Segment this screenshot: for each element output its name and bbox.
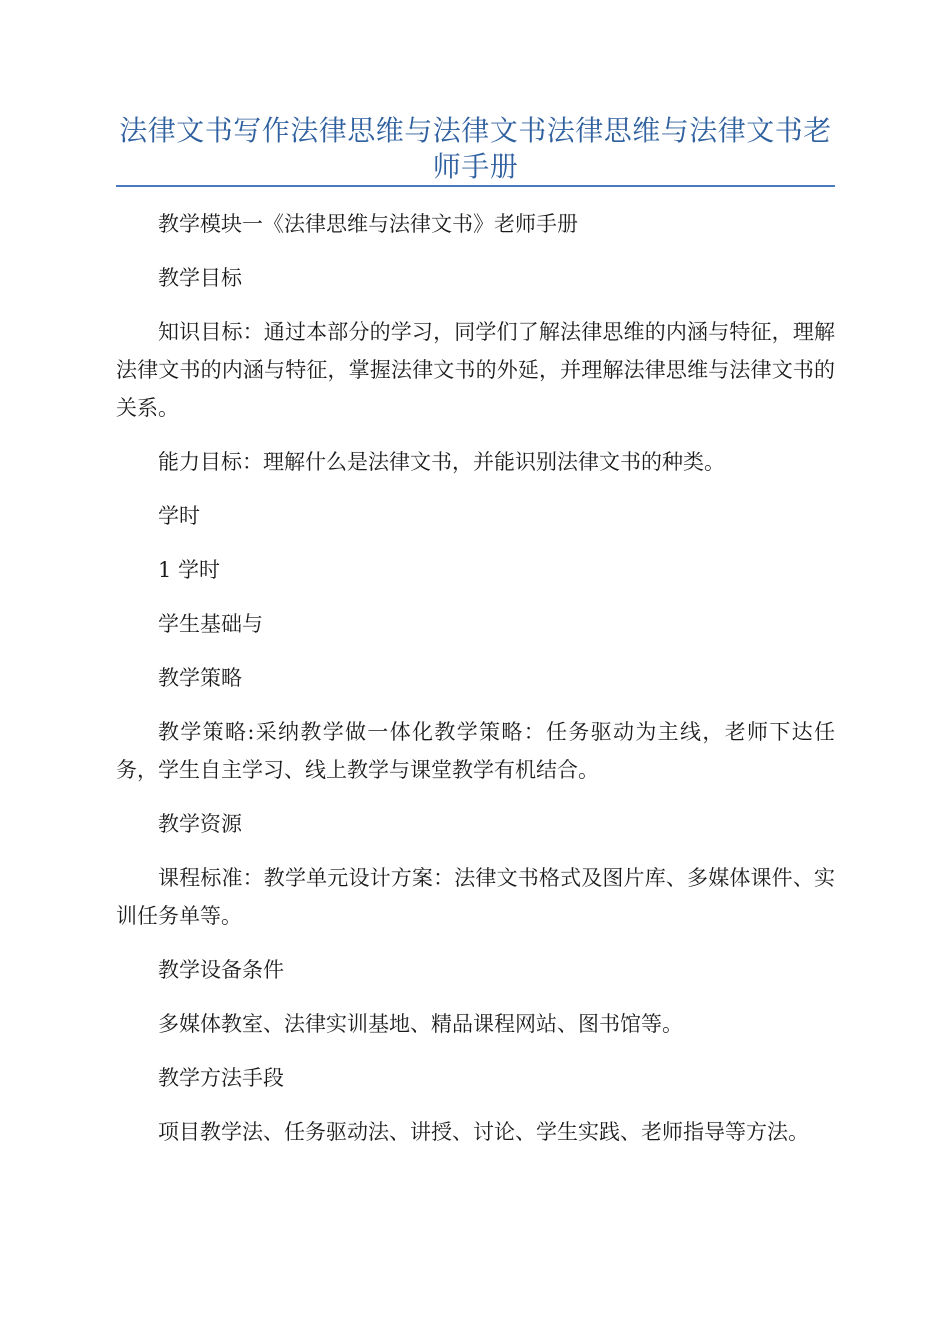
class-hours-heading: 学时	[158, 504, 200, 528]
equipment-heading: 教学设备条件	[158, 958, 284, 982]
student-basis-heading: 学生基础与	[158, 612, 263, 636]
teaching-goals-heading: 教学目标	[158, 266, 242, 290]
document-title: 法律文书写作法律思维与法律文书法律思维与法律文书老师手册	[119, 114, 832, 183]
class-hours-value: 1 学时	[158, 558, 221, 582]
teaching-methods-heading: 教学方法手段	[158, 1066, 284, 1090]
ability-goal-paragraph: 能力目标：理解什么是法律文书，并能识别法律文书的种类。	[158, 450, 725, 474]
teaching-resources-heading: 教学资源	[158, 812, 242, 836]
title-underline	[116, 185, 835, 187]
equipment-paragraph: 多媒体教室、法律实训基地、精品课程网站、图书馆等。	[158, 1012, 683, 1036]
document-body	[116, 205, 835, 1167]
knowledge-goal-paragraph: 知识目标：通过本部分的学习，同学们了解法律思维的内涵与特征，理解法律文书的内涵与特征，掌握法律文书的外延，并理解法律思维与法律文书的关系。	[116, 320, 835, 420]
module-heading: 教学模块一《法律思维与法律文书》老师手册	[158, 212, 578, 236]
teaching-strategy-paragraph: 教学策略:采纳教学做一体化教学策略：任务驱动为主线，老师下达任务，学生自主学习、线上教学与课堂教学有机结合。	[116, 720, 835, 782]
teaching-strategy-heading: 教学策略	[158, 666, 242, 690]
teaching-resources-paragraph: 课程标准：教学单元设计方案：法律文书格式及图片库、多媒体课件、实训任务单等。	[116, 866, 835, 928]
teaching-methods-paragraph: 项目教学法、任务驱动法、讲授、讨论、学生实践、老师指导等方法。	[158, 1120, 809, 1144]
